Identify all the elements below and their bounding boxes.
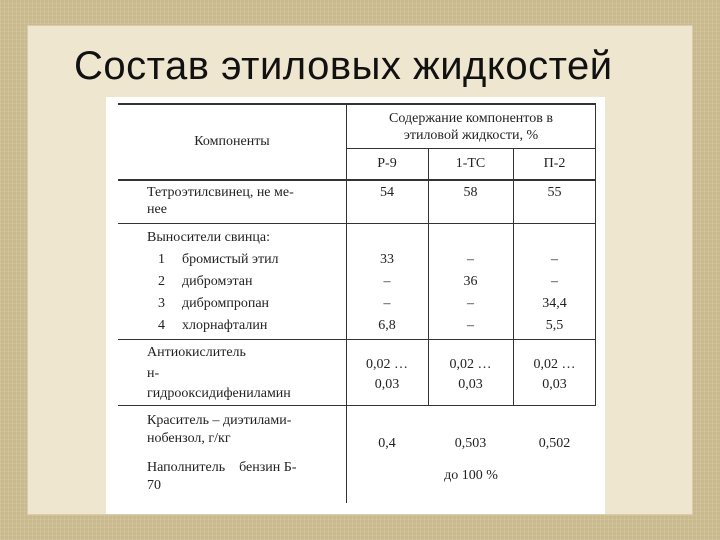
row-label: Антиокислитель <box>147 345 246 360</box>
row-label: Наполнитель бензин Б- <box>147 460 297 475</box>
header-content-line1: Содержание компонентов в <box>389 111 553 126</box>
table-cell: 0,502 <box>538 436 571 451</box>
table-top-border <box>118 103 596 105</box>
slide-title: Состав этиловых жидкостей <box>74 44 613 88</box>
table-cell: – <box>383 296 391 311</box>
item-number: 3 <box>158 296 165 311</box>
table-cell: 0,503 <box>454 436 487 451</box>
table-cell: 36 <box>463 274 478 289</box>
header-divider <box>346 148 596 149</box>
table-cell: 54 <box>380 185 394 200</box>
table-cell: 33 <box>380 252 394 267</box>
row-label: Краситель – диэтилами- <box>147 413 292 428</box>
table-cell: 6,8 <box>378 318 396 333</box>
table-cell: 0,02 … <box>366 357 408 372</box>
row-label: нобензол, г/кг <box>147 431 231 446</box>
item-number: 2 <box>158 274 165 289</box>
header-content-line2: этиловой жидкости, % <box>403 128 539 143</box>
table-cell: 0,03 <box>374 377 400 392</box>
item-number: 1 <box>158 252 165 267</box>
table-cell: – <box>467 318 474 333</box>
header-col-1ts: 1-ТС <box>455 156 486 171</box>
row-divider <box>118 405 596 406</box>
row-divider <box>118 223 596 224</box>
table-cell: 58 <box>463 185 478 200</box>
table-cell: до 100 % <box>444 468 498 483</box>
composition-table <box>118 103 596 503</box>
table-cell: 0,03 <box>458 377 483 392</box>
item-number: 4 <box>158 318 165 333</box>
row-label: 70 <box>147 478 161 493</box>
table-cell: 0,4 <box>378 436 396 451</box>
item-name: бромистый этил <box>182 252 279 267</box>
table-cell: 34,4 <box>542 296 567 311</box>
item-name: дибромпропан <box>182 296 270 311</box>
table-cell: – <box>383 274 391 289</box>
table-cell: 0,02 … <box>449 357 492 372</box>
table-cell: 0,03 <box>542 377 567 392</box>
header-col-p2: П-2 <box>543 156 566 171</box>
table-cell: – <box>467 252 474 267</box>
header-components: Компоненты <box>194 134 270 149</box>
item-name: хлорнафталин <box>182 318 268 333</box>
row-divider <box>118 339 596 340</box>
table-cell: 55 <box>547 185 562 200</box>
item-name: дибромэтан <box>182 274 253 289</box>
table-cell: – <box>551 252 558 267</box>
row-label: Тетроэтилсвинец, не ме- <box>147 185 294 200</box>
table-cell: 0,02 … <box>533 357 576 372</box>
row-label: Выносители свинца: <box>147 230 271 245</box>
header-bottom-border <box>118 179 596 181</box>
table-image <box>106 97 605 514</box>
row-label: н- <box>147 366 160 381</box>
row-label: гидроокcидифениламин <box>147 386 291 401</box>
row-label: нее <box>147 202 167 217</box>
table-cell: – <box>467 296 474 311</box>
table-cell: – <box>551 274 558 289</box>
table-cell: 5,5 <box>545 318 564 333</box>
header-col-r9: Р-9 <box>377 156 397 171</box>
